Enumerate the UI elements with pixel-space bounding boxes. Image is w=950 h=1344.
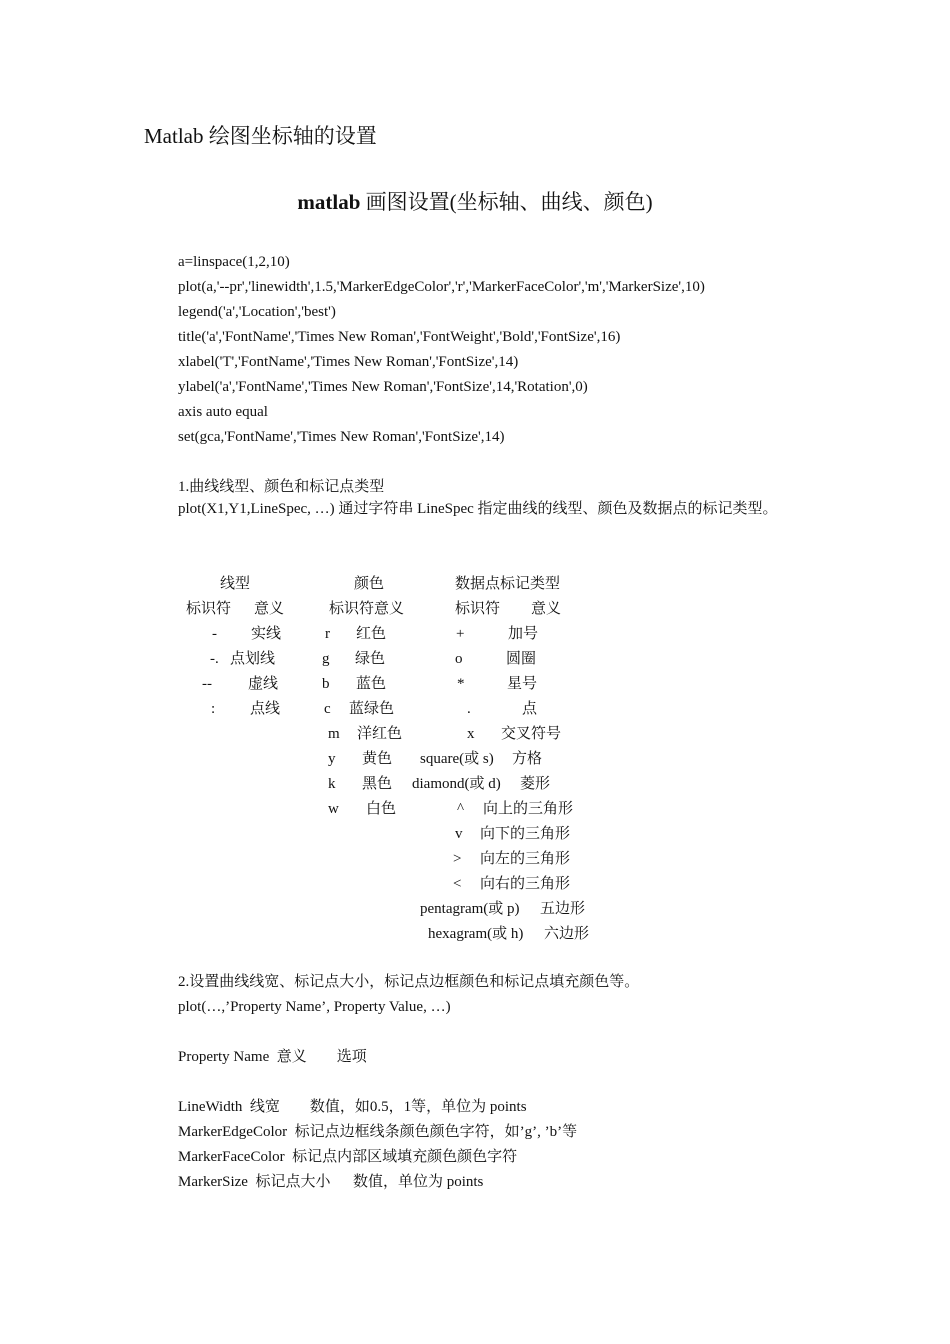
color-meaning: 绿色 bbox=[355, 651, 386, 667]
marker-symbol: pentagram(或 p) bbox=[420, 901, 520, 917]
section1-heading: 1.曲线线型、颜色和标记点类型 bbox=[178, 479, 385, 495]
marker-meaning: 向下的三角形 bbox=[480, 826, 571, 842]
marker-symbol: o bbox=[455, 651, 463, 667]
line-style-meaning: 点线 bbox=[250, 701, 281, 717]
property-row: MarkerFaceColor 标记点内部区域填充颜色颜色字符 bbox=[178, 1149, 518, 1165]
marker-symbol: . bbox=[467, 701, 471, 717]
code-line: a=linspace(1,2,10) bbox=[178, 254, 290, 270]
color-meaning: 洋红色 bbox=[357, 726, 403, 742]
line-style-meaning: 点划线 bbox=[230, 651, 276, 667]
section2-syntax: plot(…,’Property Name’, Property Value, …) bbox=[178, 999, 451, 1015]
color-symbol: w bbox=[328, 801, 339, 817]
marker-meaning: 向上的三角形 bbox=[483, 801, 574, 817]
subtitle-bold: matlab bbox=[297, 190, 361, 214]
line-style-meaning: 虚线 bbox=[248, 676, 279, 692]
line-style-symbol: : bbox=[211, 701, 216, 717]
marker-symbol: ^ bbox=[457, 801, 465, 817]
code-line: plot(a,'--pr','linewidth',1.5,'MarkerEdgeColor','r','MarkerFaceColor','m','MarkerSize',10) bbox=[178, 279, 705, 295]
code-line: title('a','FontName','Times New Roman','FontWeight','Bold','FontSize',16) bbox=[178, 329, 621, 345]
color-meaning: 红色 bbox=[356, 626, 387, 642]
subtitle-rest: 画图设置(坐标轴、曲线、颜色) bbox=[360, 190, 653, 214]
marker-symbol: square(或 s) bbox=[420, 751, 494, 767]
marker-symbol: hexagram(或 h) bbox=[428, 926, 524, 942]
line-style-symbol: -. bbox=[210, 651, 219, 667]
marker-meaning: 向右的三角形 bbox=[480, 876, 571, 892]
marker-symbol: v bbox=[455, 826, 463, 842]
color-meaning: 黄色 bbox=[362, 751, 393, 767]
section1-paragraph: plot(X1,Y1,LineSpec, …) 通过字符串 LineSpec 指定曲线的线型、颜色及数据点的标记类型。 bbox=[178, 501, 778, 517]
property-row: MarkerSize 标记点大小 数值，单位为 points bbox=[178, 1174, 484, 1190]
marker-meaning: 星号 bbox=[507, 676, 538, 692]
color-meaning: 黑色 bbox=[362, 776, 393, 792]
color-meaning: 蓝色 bbox=[356, 676, 387, 692]
color-symbol: k bbox=[328, 776, 336, 792]
subheader-meaning: 意义 bbox=[254, 601, 285, 617]
marker-meaning: 交叉符号 bbox=[501, 726, 562, 742]
header-color: 颜色 bbox=[354, 576, 385, 592]
marker-symbol: + bbox=[456, 626, 465, 642]
document-subtitle bbox=[0, 188, 950, 216]
code-line: ylabel('a','FontName','Times New Roman','FontSize',14,'Rotation',0) bbox=[178, 379, 588, 395]
document-title: Matlab 绘图坐标轴的设置 bbox=[144, 124, 377, 148]
line-style-symbol: - bbox=[212, 626, 217, 642]
code-line: legend('a','Location','best') bbox=[178, 304, 336, 320]
color-symbol: b bbox=[322, 676, 330, 692]
section2 bbox=[178, 970, 818, 1195]
marker-symbol: > bbox=[453, 851, 462, 867]
marker-symbol: < bbox=[453, 876, 462, 892]
section2-heading: 2.设置曲线线宽、标记点大小，标记点边框颜色和标记点填充颜色等。 bbox=[178, 974, 640, 990]
blank-line bbox=[178, 450, 818, 475]
marker-meaning: 方格 bbox=[512, 751, 543, 767]
marker-symbol: diamond(或 d) bbox=[412, 776, 501, 792]
property-row: LineWidth 线宽 数值，如0.5，1等，单位为 points bbox=[178, 1099, 527, 1115]
marker-meaning: 六边形 bbox=[544, 926, 590, 942]
property-row: MarkerEdgeColor 标记点边框线条颜色颜色字符，如’g’, ’b’等 bbox=[178, 1124, 578, 1140]
marker-meaning: 加号 bbox=[508, 626, 539, 642]
marker-meaning: 向左的三角形 bbox=[480, 851, 571, 867]
color-symbol: m bbox=[328, 726, 340, 742]
header-line-style: 线型 bbox=[220, 576, 251, 592]
color-symbol: r bbox=[325, 626, 330, 642]
code-line: set(gca,'FontName','Times New Roman','FontSize',14) bbox=[178, 429, 505, 445]
property-table-header: Property Name 意义 选项 bbox=[178, 1049, 367, 1065]
subheader-symbol: 标识符 bbox=[455, 601, 501, 617]
line-style-symbol: -- bbox=[202, 676, 212, 692]
color-symbol: y bbox=[328, 751, 336, 767]
color-meaning: 白色 bbox=[366, 801, 397, 817]
marker-symbol: * bbox=[457, 676, 465, 692]
subheader-symbol-meaning: 标识符意义 bbox=[329, 601, 405, 617]
code-line: axis auto equal bbox=[178, 404, 268, 420]
color-symbol: c bbox=[324, 701, 331, 717]
line-style-meaning: 实线 bbox=[251, 626, 282, 642]
color-meaning: 蓝绿色 bbox=[349, 701, 395, 717]
subheader-meaning: 意义 bbox=[531, 601, 562, 617]
marker-symbol: x bbox=[467, 726, 475, 742]
marker-meaning: 菱形 bbox=[520, 776, 551, 792]
header-marker: 数据点标记类型 bbox=[455, 576, 561, 592]
subheader-symbol: 标识符 bbox=[186, 601, 232, 617]
code-block bbox=[178, 250, 818, 500]
marker-meaning: 圆圈 bbox=[506, 651, 537, 667]
marker-meaning: 五边形 bbox=[540, 901, 586, 917]
code-line: xlabel('T','FontName','Times New Roman','FontSize',14) bbox=[178, 354, 519, 370]
marker-meaning: 点 bbox=[522, 701, 538, 717]
color-symbol: g bbox=[322, 651, 330, 667]
